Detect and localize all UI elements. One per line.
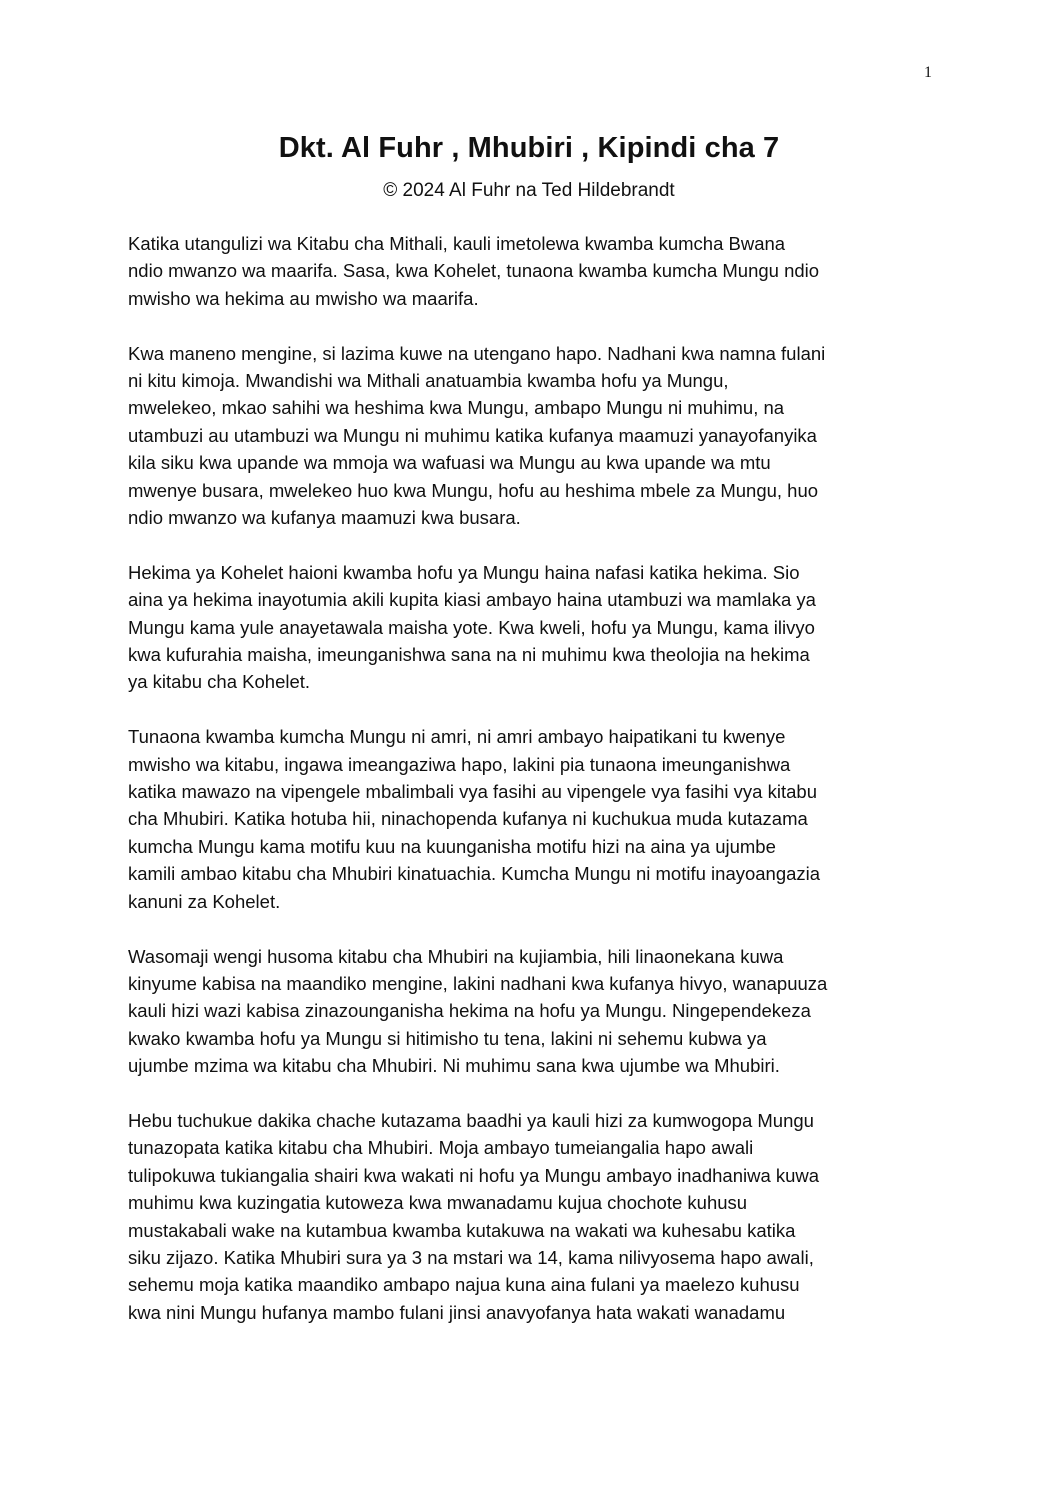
- paragraph: [128, 943, 938, 1080]
- paragraph-line: mwenye busara, mwelekeo huo kwa Mungu, hofu au heshima mbele za Mungu, huo: [128, 479, 819, 501]
- page-number: 1: [924, 64, 932, 81]
- paragraph-line: kwa kufurahia maisha, imeunganishwa sana na ni muhimu kwa theolojia na hekima: [128, 644, 810, 666]
- paragraph-line: utambuzi au utambuzi wa Mungu ni muhimu katika kufanya maamuzi yanayofanyika: [128, 424, 817, 446]
- paragraph: [128, 1107, 938, 1326]
- document-title: Dkt. Al Fuhr , Mhubiri , Kipindi cha 7: [278, 132, 780, 164]
- paragraph-line: ni kitu kimoja. Mwandishi wa Mithali anatuambia kwamba hofu ya Mungu,: [128, 370, 729, 392]
- paragraph-line: kauli hizi wazi kabisa zinazounganisha hekima na hofu ya Mungu. Ningependekeza: [128, 1000, 811, 1022]
- paragraph-line: kumcha Mungu kama motifu kuu na kuunganisha motifu hizi na aina ya ujumbe: [128, 835, 776, 857]
- paragraph: [128, 340, 938, 532]
- paragraph-line: katika mawazo na vipengele mbalimbali vya fasihi au vipengele vya fasihi vya kitabu: [128, 781, 817, 803]
- paragraph-line: kila siku kwa upande wa mmoja wa wafuasi wa Mungu au kwa upande wa mtu: [128, 452, 771, 474]
- paragraph-line: kwa nini Mungu hufanya mambo fulani jinsi anavyofanya hata wakati wanadamu: [128, 1301, 786, 1323]
- paragraph-line: sehemu moja katika maandiko ambapo najua kuna aina fulani ya maelezo kuhusu: [128, 1274, 800, 1296]
- paragraph-line: Tunaona kwamba kumcha Mungu ni amri, ni amri ambayo haipatikani tu kwenye: [128, 726, 786, 748]
- paragraph-line: mwelekeo, mkao sahihi wa heshima kwa Mungu, ambapo Mungu ni muhimu, na: [128, 397, 785, 419]
- paragraph-line: Katika utangulizi wa Kitabu cha Mithali, kauli imetolewa kwamba kumcha Bwana: [128, 233, 786, 254]
- paragraph-line: kwako kwamba hofu ya Mungu si hitimisho tu tena, lakini ni sehemu kubwa ya: [128, 1027, 767, 1049]
- paragraph-line: Mungu kama yule anayetawala maisha yote. Kwa kweli, hofu ya Mungu, kama ilivyo: [128, 616, 815, 638]
- paragraph-line: tulipokuwa tukiangalia shairi kwa wakati ni hofu ya Mungu ambayo inadhaniwa kuwa: [128, 1164, 820, 1186]
- paragraph-line: kanuni za Kohelet.: [128, 890, 281, 912]
- paragraph-line: mwisho wa hekima au mwisho wa maarifa.: [128, 287, 479, 309]
- paragraph-line: siku zijazo. Katika Mhubiri sura ya 3 na mstari wa 14, kama nilivyosema hapo awali,: [128, 1246, 814, 1268]
- paragraph-line: mustakabali wake na kutambua kwamba kutakuwa na wakati wa kuhesabu katika: [128, 1219, 796, 1241]
- paragraph-line: cha Mhubiri. Katika hotuba hii, ninachopenda kufanya ni kuchukua muda kutazama: [128, 808, 808, 830]
- paragraph-line: ndio mwanzo wa maarifa. Sasa, kwa Kohelet, tunaona kwamba kumcha Mungu ndio: [128, 260, 820, 282]
- copyright-line: © 2024 Al Fuhr na Ted Hildebrandt: [383, 180, 675, 201]
- paragraph-line: mwisho wa kitabu, ingawa imeangaziwa hapo, lakini pia tunaona imeunganishwa: [128, 753, 791, 775]
- paragraph: [128, 230, 938, 312]
- document-body: [128, 230, 938, 1354]
- paragraph-line: tunazopata katika kitabu cha Mhubiri. Moja ambayo tumeiangalia hapo awali: [128, 1137, 754, 1159]
- paragraph-line: kamili ambao kitabu cha Mhubiri kinatuachia. Kumcha Mungu ni motifu inayoangazia: [128, 863, 821, 885]
- paragraph-line: Hekima ya Kohelet haioni kwamba hofu ya Mungu haina nafasi katika hekima. Sio: [128, 561, 800, 583]
- paragraph-line: kinyume kabisa na maandiko mengine, lakini nadhani kwa kufanya hivyo, wanapuuza: [128, 972, 828, 994]
- paragraph-line: ya kitabu cha Kohelet.: [128, 671, 311, 693]
- paragraph-line: muhimu kwa kuzingatia kutoweza kwa mwanadamu kujua chochote kuhusu: [128, 1192, 748, 1214]
- paragraph-line: Wasomaji wengi husoma kitabu cha Mhubiri na kujiambia, hili linaonekana kuwa: [128, 945, 784, 967]
- paragraph-line: Kwa maneno mengine, si lazima kuwe na utengano hapo. Nadhani kwa namna fulani: [128, 342, 826, 364]
- paragraph-line: ndio mwanzo wa kufanya maamuzi kwa busara.: [128, 507, 521, 529]
- paragraph: [128, 559, 938, 696]
- paragraph-line: aina ya hekima inayotumia akili kupita kiasi ambayo haina utambuzi wa mamlaka ya: [128, 589, 816, 611]
- paragraph-line: Hebu tuchukue dakika chache kutazama baadhi ya kauli hizi za kumwogopa Mungu: [128, 1109, 814, 1131]
- paragraph: [128, 723, 938, 915]
- paragraph-line: ujumbe mzima wa kitabu cha Mhubiri. Ni muhimu sana kwa ujumbe wa Mhubiri.: [128, 1055, 780, 1077]
